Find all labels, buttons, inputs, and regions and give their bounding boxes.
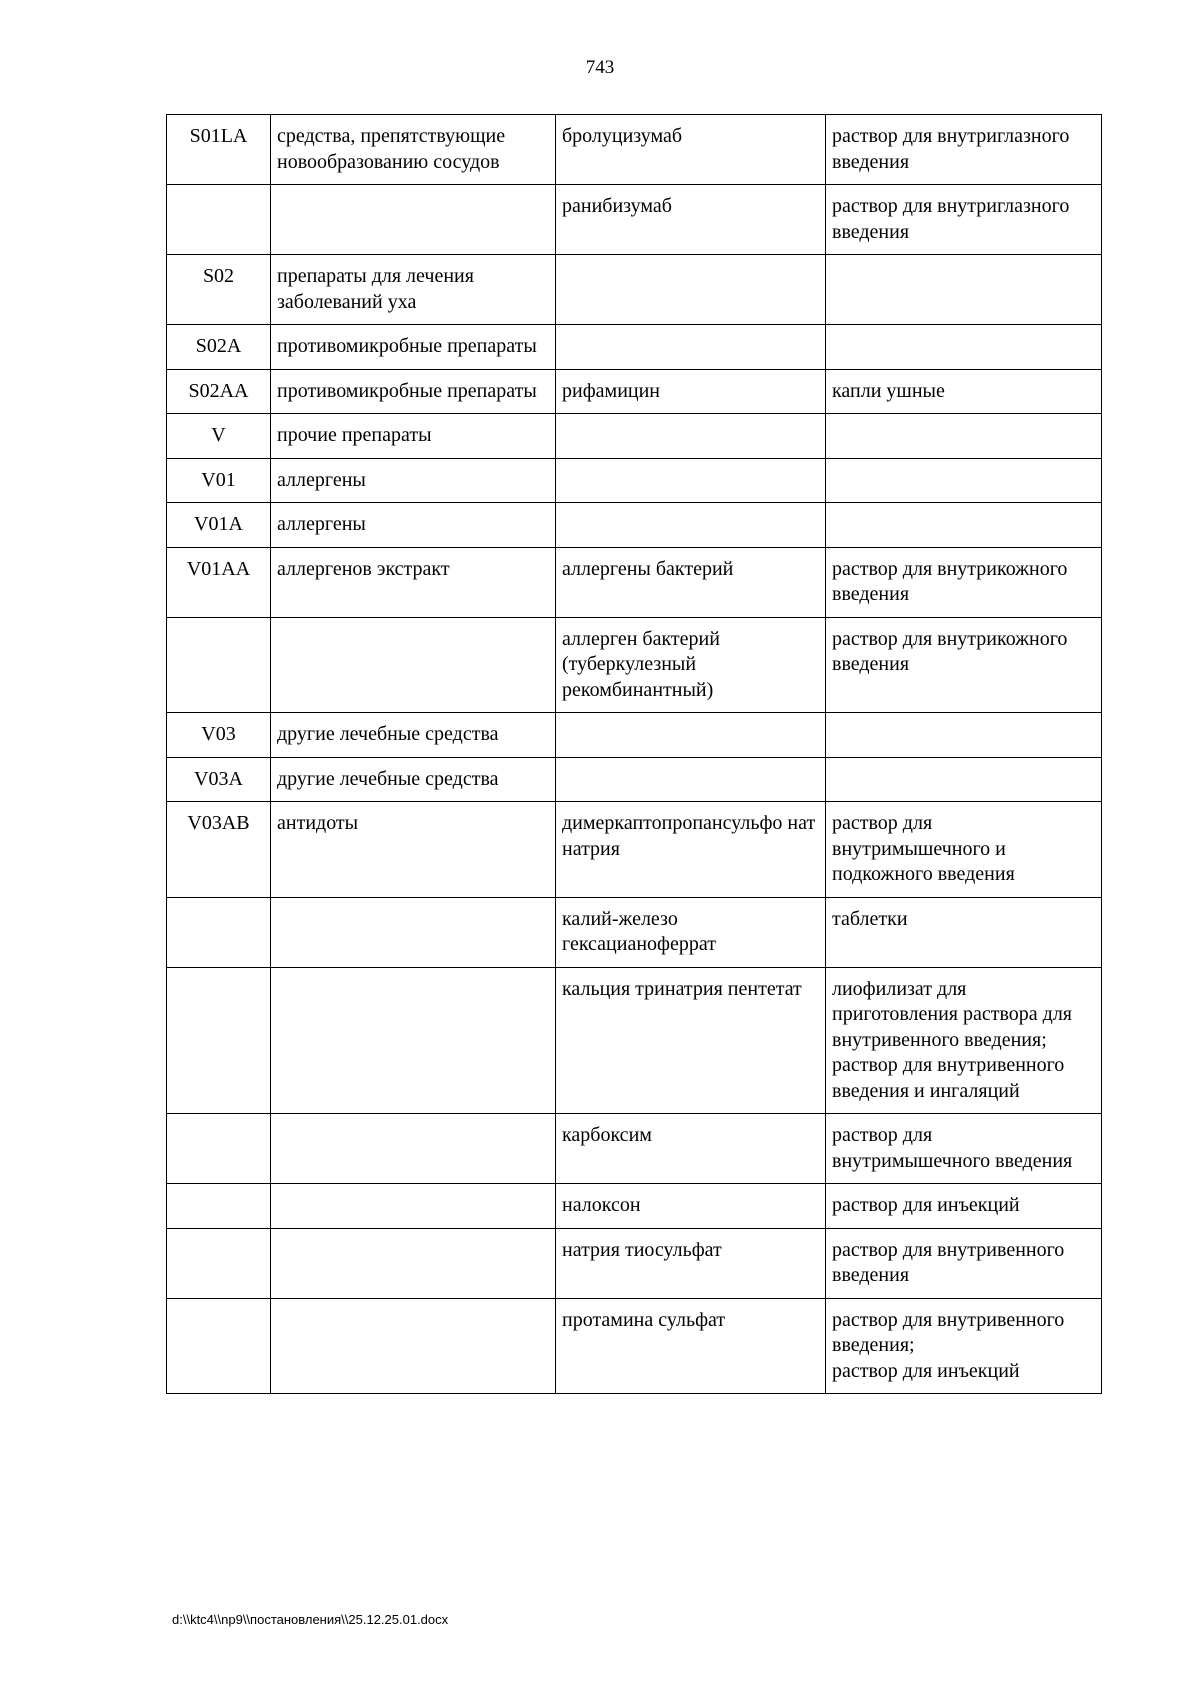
- group-name-cell: [271, 1298, 556, 1394]
- atc-code-cell: [167, 897, 271, 967]
- drug-name-cell: [556, 757, 826, 802]
- atc-code-cell: [167, 1114, 271, 1184]
- atc-code-cell: [167, 1228, 271, 1298]
- drug-name-cell: [556, 414, 826, 459]
- group-name-cell: [271, 967, 556, 1114]
- table-row: [167, 713, 1102, 758]
- group-name-cell: противомикробные препараты: [271, 325, 556, 370]
- group-name-cell: прочие препараты: [271, 414, 556, 459]
- group-name-cell: другие лечебные средства: [271, 713, 556, 758]
- atc-code-cell: S02: [167, 255, 271, 325]
- atc-code-cell: V01A: [167, 503, 271, 548]
- drug-name-cell: [556, 458, 826, 503]
- table-row: [167, 414, 1102, 459]
- atc-code-cell: S02AA: [167, 369, 271, 414]
- group-name-cell: препараты для лечения заболеваний уха: [271, 255, 556, 325]
- drug-name-cell: [556, 503, 826, 548]
- atc-code-cell: V03AB: [167, 802, 271, 898]
- drug-name-cell: налоксон: [556, 1184, 826, 1229]
- drug-name-cell: [556, 255, 826, 325]
- atc-code-cell: V03: [167, 713, 271, 758]
- table-row: [167, 458, 1102, 503]
- atc-code-cell: [167, 967, 271, 1114]
- dosage-form-cell: [826, 757, 1102, 802]
- drug-name-cell: аллергены бактерий: [556, 547, 826, 617]
- drug-name-cell: ранибизумаб: [556, 185, 826, 255]
- table-row: [167, 547, 1102, 617]
- dosage-form-cell: [826, 414, 1102, 459]
- atc-code-cell: [167, 1298, 271, 1394]
- table-row: [167, 115, 1102, 185]
- drug-name-cell: [556, 325, 826, 370]
- page-number: 743: [585, 57, 615, 78]
- dosage-form-cell: капли ушные: [826, 369, 1102, 414]
- dosage-form-cell: [826, 325, 1102, 370]
- table-row: [167, 185, 1102, 255]
- drug-name-cell: димеркаптопропансульфо нат натрия: [556, 802, 826, 898]
- table-row: [167, 1114, 1102, 1184]
- drug-name-cell: кальция тринатрия пентетат: [556, 967, 826, 1114]
- table-row: [167, 802, 1102, 898]
- table-row: [167, 325, 1102, 370]
- table-row: [167, 369, 1102, 414]
- drug-name-cell: карбоксим: [556, 1114, 826, 1184]
- table-row: [167, 617, 1102, 713]
- group-name-cell: [271, 1228, 556, 1298]
- table-row: [167, 967, 1102, 1114]
- table-row: [167, 1184, 1102, 1229]
- group-name-cell: аллергенов экстракт: [271, 547, 556, 617]
- drug-name-cell: аллерген бактерий (туберкулезный рекомбинантный): [556, 617, 826, 713]
- atc-code-cell: S01LA: [167, 115, 271, 185]
- dosage-form-cell: раствор для внутрикожного введения: [826, 547, 1102, 617]
- dosage-form-cell: раствор для внутриглазного введения: [826, 115, 1102, 185]
- drug-name-cell: протамина сульфат: [556, 1298, 826, 1394]
- table-row: [167, 1298, 1102, 1394]
- dosage-form-cell: таблетки: [826, 897, 1102, 967]
- table-row: [167, 503, 1102, 548]
- atc-code-cell: [167, 185, 271, 255]
- dosage-form-cell: [826, 255, 1102, 325]
- atc-code-cell: V01: [167, 458, 271, 503]
- group-name-cell: противомикробные препараты: [271, 369, 556, 414]
- atc-code-cell: V: [167, 414, 271, 459]
- dosage-form-cell: раствор для инъекций: [826, 1184, 1102, 1229]
- table-body: [167, 115, 1102, 1394]
- atc-code-cell: V03A: [167, 757, 271, 802]
- dosage-form-cell: раствор для внутримышечного введения: [826, 1114, 1102, 1184]
- atc-code-cell: S02A: [167, 325, 271, 370]
- dosage-form-cell: [826, 503, 1102, 548]
- drug-name-cell: рифамицин: [556, 369, 826, 414]
- dosage-form-cell: [826, 458, 1102, 503]
- dosage-form-cell: раствор для внутримышечного и подкожного введения: [826, 802, 1102, 898]
- table-row: [167, 897, 1102, 967]
- dosage-form-cell: раствор для внутривенного введения; раствор для инъекций: [826, 1298, 1102, 1394]
- dosage-form-cell: лиофилизат для приготовления раствора для внутривенного введения; раствор для внутривенного введения и ингаляций: [826, 967, 1102, 1114]
- table-row: [167, 757, 1102, 802]
- atc-code-cell: V01AA: [167, 547, 271, 617]
- drug-table: [166, 114, 1102, 1394]
- group-name-cell: аллергены: [271, 458, 556, 503]
- table-row: [167, 1228, 1102, 1298]
- group-name-cell: антидоты: [271, 802, 556, 898]
- group-name-cell: аллергены: [271, 503, 556, 548]
- table-row: [167, 255, 1102, 325]
- drug-name-cell: [556, 713, 826, 758]
- dosage-form-cell: [826, 713, 1102, 758]
- dosage-form-cell: раствор для внутрикожного введения: [826, 617, 1102, 713]
- group-name-cell: средства, препятствующие новообразованию сосудов: [271, 115, 556, 185]
- drug-name-cell: калий-железо гексацианоферрат: [556, 897, 826, 967]
- atc-code-cell: [167, 1184, 271, 1229]
- group-name-cell: [271, 185, 556, 255]
- footer-file-path: d:\\ktc4\\np9\\постановления\\25.12.25.01.docx: [172, 1612, 449, 1627]
- group-name-cell: [271, 617, 556, 713]
- atc-code-cell: [167, 617, 271, 713]
- dosage-form-cell: раствор для внутриглазного введения: [826, 185, 1102, 255]
- group-name-cell: другие лечебные средства: [271, 757, 556, 802]
- drug-name-cell: натрия тиосульфат: [556, 1228, 826, 1298]
- group-name-cell: [271, 1114, 556, 1184]
- dosage-form-cell: раствор для внутривенного введения: [826, 1228, 1102, 1298]
- drug-name-cell: бролуцизумаб: [556, 115, 826, 185]
- group-name-cell: [271, 1184, 556, 1229]
- group-name-cell: [271, 897, 556, 967]
